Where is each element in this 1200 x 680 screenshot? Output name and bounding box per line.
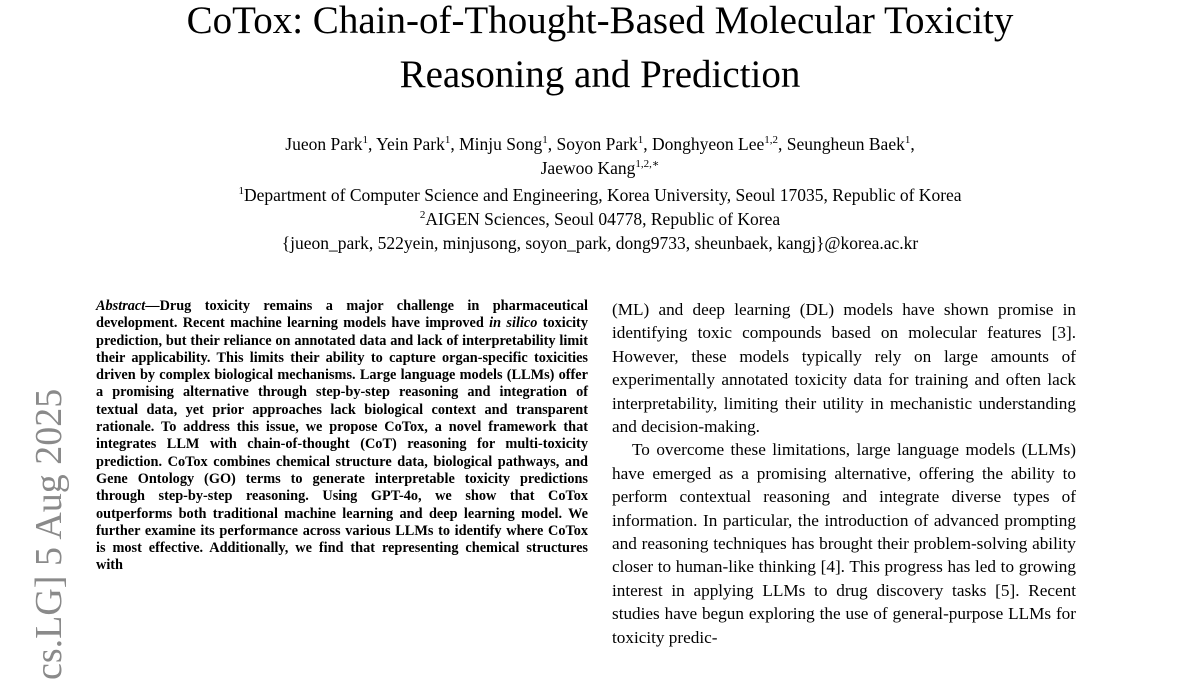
- abstract-text-1: Drug toxicity remains a major challenge in pharmaceutical development. Recent machine learning models have improved: [96, 298, 588, 332]
- title-line-1: CoTox: Chain-of-Thought-Based Molecular Toxicity: [186, 0, 1014, 42]
- abstract-italic: in silico: [489, 315, 538, 332]
- author-emails: {jueon_park, 522yein, minjusong, soyon_park, dong9733, sheunbaek, kangj}@korea.ac.kr: [281, 233, 919, 253]
- paper-title: [0, 0, 1200, 102]
- abstract-text-2: toxicity prediction, but their reliance on annotated data and lack of interpretability limit their applicability. This limits their ability to capture organ-specific toxicities driven by complex biological mechanisms. Large language models (LLMs) offer a promising alternative through step-by-step reasoning and integration of textual data, yet prior approaches lack biological context and transparent rationale. To address this issue, we propose CoTox, a novel framework that integrates LLM with chain-of-thought (CoT) reasoning for multi-toxicity prediction. CoTox combines chemical structure data, biological pathways, and Gene Ontology (GO) terms to generate interpretable toxicity predictions through step-by-step reasoning. Using GPT-4o, we show that CoTox outperforms both traditional machine learning and deep learning model. We further examine its performance across various LLMs to identify where CoTox is most effective. Additionally, we find that representing chemical structures with: [96, 315, 588, 574]
- abstract-label: Abstract: [96, 298, 146, 314]
- author: Yein Park$^1$,: [376, 134, 460, 154]
- title-line-2: Reasoning and Prediction: [399, 53, 801, 96]
- author-list: [0, 132, 1200, 180]
- author: Jueon Park$^1$,: [285, 134, 377, 154]
- body-column-right: [612, 298, 1076, 649]
- affiliation-1: $^1$Department of Computer Science and Engineering, Korea University, Seoul 17035, Republic of Korea: [238, 185, 962, 205]
- author: Donghyeon Lee$^{1,2}$,: [651, 134, 787, 154]
- author: Seungheun Baek$^1$,: [786, 134, 915, 154]
- arxiv-stamp-area: [24, 0, 74, 680]
- affiliation-2: $^2$AIGEN Sciences, Seoul 04778, Republic of Korea: [419, 209, 781, 229]
- arxiv-stamp: cs.LG] 5 Aug 2025: [28, 388, 70, 680]
- abstract: Abstract—Drug toxicity remains a major challenge in pharmaceutical development. Recent machine learning models have improved in silico toxicity prediction, but their reliance on annotated data and lack of interpretability limit their applicability. This limits their ability to capture organ-specific toxicities driven by complex biological mechanisms. Large language models (LLMs) offer a promising alternative through step-by-step reasoning and integration of textual data, yet prior approaches lack biological context and transparent rationale. To address this issue, we propose CoTox, a novel framework that integrates LLM with chain-of-thought (CoT) reasoning for multi-toxicity prediction. CoTox combines chemical structure data, biological pathways, and Gene Ontology (GO) terms to generate interpretable toxicity predictions through step-by-step reasoning. Using GPT-4o, we show that CoTox outperforms both traditional machine learning and deep learning model. We further examine its performance across various LLMs to identify where CoTox is most effective. Additionally, we find that representing chemical structures with: [96, 298, 588, 574]
- author: Minju Song$^1$,: [459, 134, 557, 154]
- body-paragraph-1: (ML) and deep learning (DL) models have shown promise in identifying toxic compounds based on molecular features [3]. However, these models typically rely on large amounts of experimentally annotated toxicity data for training and often lack interpretability, limiting their utility in mechanistic understanding and decision-making.: [612, 300, 1076, 437]
- author: Soyon Park$^1$,: [556, 134, 652, 154]
- author: Jaewoo Kang$^{1,2,∗}$: [540, 158, 660, 178]
- body-paragraph-2: To overcome these limitations, large language models (LLMs) have emerged as a promising alternative, offering the ability to perform contextual reasoning and integrate diverse types of information. In particular, the introduction of advanced prompting and reasoning techniques has brought their problem-solving ability closer to human-like thinking [4]. This progress has led to growing interest in applying LLMs to drug discovery tasks [5]. Recent studies have begun exploring the use of general-purpose LLMs for toxicity predic-: [612, 440, 1076, 647]
